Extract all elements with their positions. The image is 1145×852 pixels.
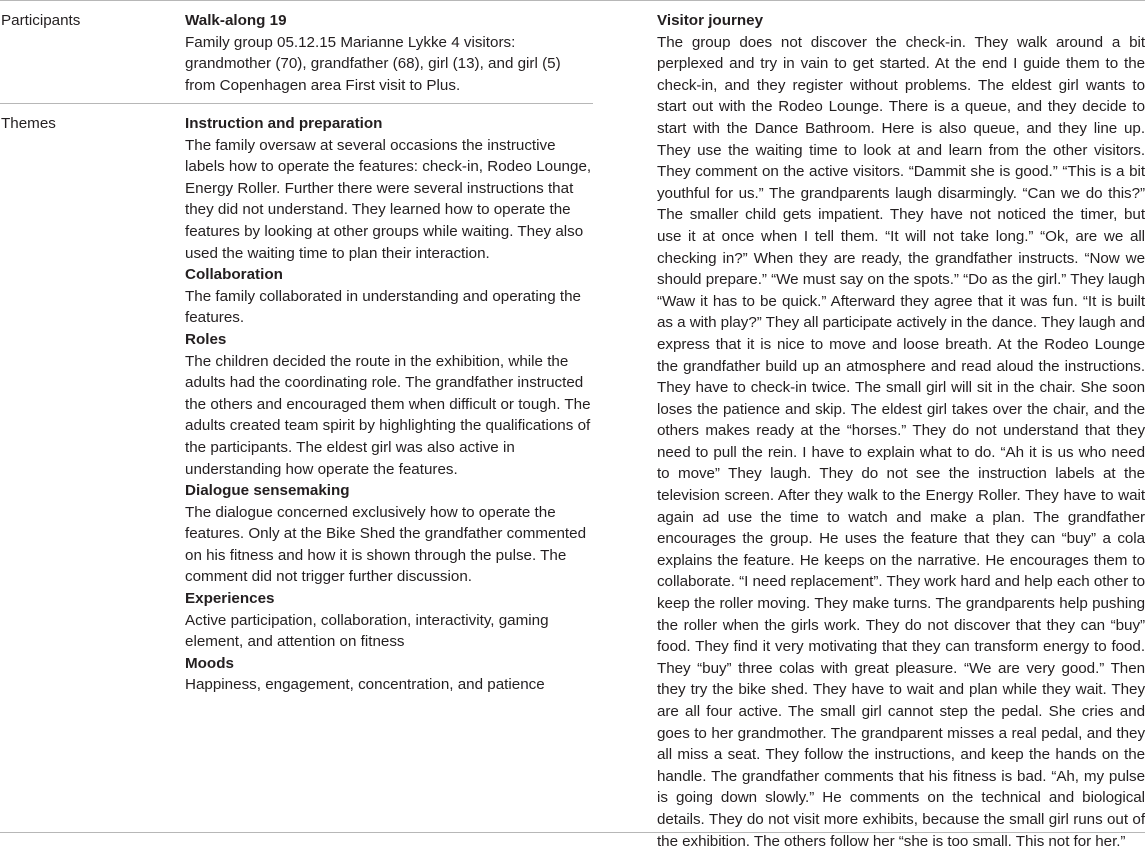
theme-text: The family collaborated in understanding and operating the features. [185, 287, 581, 327]
participants-label: Participants [1, 12, 81, 29]
visitor-journey-cell [657, 10, 1145, 852]
visitor-journey-title: Visitor journey [657, 12, 764, 29]
participants-cell [185, 10, 595, 96]
visitor-journey-text: The group does not discover the check-in. They walk around a bit perplexed and try in vain to get started. At the end I guide them to the check-in, and they register without problems. The eldest girl wants to start out with the Rodeo Lounge. There is a queue, and they decide to start with the Dance Bathroom. Here is also queue, and they line up. They use the waiting time to look at and learn from the other visitors. They comment on the active visitors. “Dammit she is good.” “This is a bit youthful for us.” The grandparents laugh disarmingly. “Can we do this?” The smaller child gets impatient. They have not noticed the timer, but use it at once when I tell them. “It will not take long.” “Ok, are we all checking in?” When they are ready, the grandfather instructs. “Now we should prepare.” “We must say on the spots.” “Do as the girl.” They laugh “Waw it has to be quick.” Afterward they agree that it was fun. “It is built as a with play?” They all participate actively in the dance. They laugh and express that it is nice to move and loose breath. At the Rodeo Lounge the grandfather build up an atmosphere and read aloud the instructions. They have to check-in twice. The small girl will sit in the chair. She soon loses the patience and skip. The eldest girl takes over the chair, and the others makes ready at the “horses.” They do not understand that they need to pull the rein. I have to explain what to do. “Ah it is us who need to move” They laugh. They do not see the instruction labels at the television screen. After they walk to the Energy Roller. They have to wait again ad use the time to watch and make a plan. The grandfather encourages the group. He uses the feature that they can “buy” a cola explains the feature. He keeps on the narrative. He encourages them to collaborate. “I need replacement”. They work hard and help each other to keep the roller moving. They make turns. The grandparents help pushing the roller when the girls work. They do not discover that they can “buy” food. They find it very motivating that they can transform energy to food. They “buy” three colas with great pleasure. “We are very good.” Then they try the bike shed. They have to wait and plan while they wait. They are all four active. The small girl cannot step the pedal. She cries and goes to her grandmother. The grandparent misses a real pedal, and they all miss a seat. They follow the instructions, and keep the hands on the handle. The grandfather comments that his fitness is bad. “Ah, my pulse is going down slowly.” He comments on the technical and biological details. They do not visit more exhibits, because the small girl runs out of the exhibition. The others follow her “she is too small. This not for her.” [657, 33, 1145, 850]
table-top-rule [0, 0, 1145, 1]
theme-text: Happiness, engagement, concentration, and patience [185, 676, 545, 694]
participants-text: Family group 05.12.15 Marianne Lykke 4 visitors: grandmother (70), grandfather (68), girl (13), and girl (5) from Copenhagen area First visit to Plus. [185, 33, 561, 94]
row-separator-rule [0, 103, 593, 104]
theme-heading: Instruction and preparation [185, 115, 383, 132]
theme-text: The children decided the route in the exhibition, while the adults had the coordinating role. The grandfather instructed the others and encouraged them when difficult or tough. The adults created team spirit by highlighting the qualifications of the participants. The eldest girl was also active in understanding how operate the features. [185, 352, 591, 478]
theme-text: The family oversaw at several occasions the instructive labels how to operate the features: check-in, Rodeo Lounge, Energy Roller. Further there were several instructions that they did not understand. They learned how to operate the features by looking at other groups while waiting. They also used the waiting time to plan their interaction. [185, 136, 592, 262]
theme-text: Active participation, collaboration, interactivity, gaming element, and attention on fitness [185, 611, 549, 651]
themes-label: Themes [1, 115, 56, 132]
theme-heading: Experiences [185, 590, 275, 608]
theme-heading: Moods [185, 654, 234, 672]
theme-text: The dialogue concerned exclusively how to operate the features. Only at the Bike Shed the grandfather commented on his fitness and how it is shown through the pulse. The comment did not trigger further discussion. [185, 503, 587, 586]
themes-cell [185, 113, 595, 696]
theme-heading: Roles [185, 330, 227, 348]
participants-title: Walk-along 19 [185, 12, 287, 29]
theme-heading: Dialogue sensemaking [185, 482, 350, 500]
theme-heading: Collaboration [185, 266, 283, 284]
